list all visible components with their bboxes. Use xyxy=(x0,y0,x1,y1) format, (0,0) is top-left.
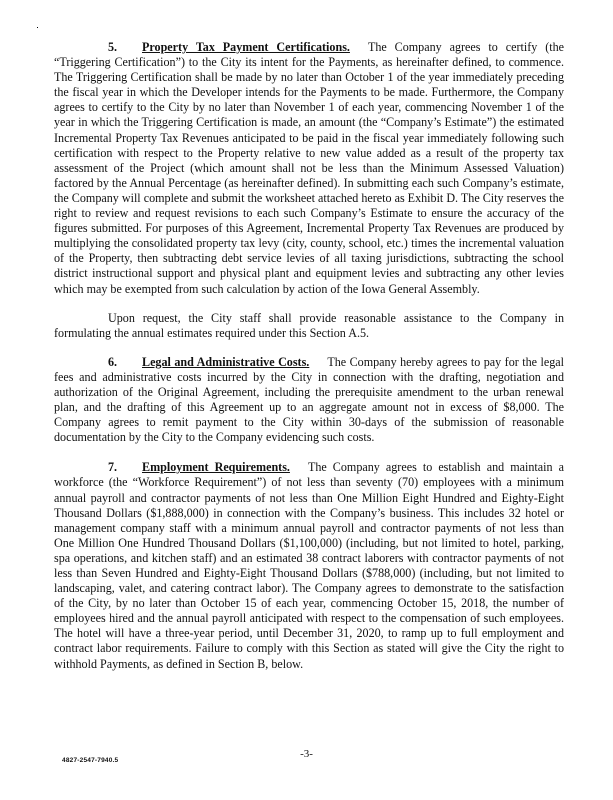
section-5-followup: Upon request, the City staff shall provide reasonable assistance to the Company in formulating the annual estimates required under this Section A.5. xyxy=(54,310,564,340)
scan-speck xyxy=(37,27,38,28)
section-6 xyxy=(54,355,564,446)
page-number: -3- xyxy=(300,748,313,760)
section-heading: Property Tax Payment Certifications. xyxy=(142,40,350,54)
section-number: 5. xyxy=(108,40,118,54)
document-id: 4827-2547-7940.5 xyxy=(62,757,119,764)
section-5 xyxy=(54,40,564,297)
section-7 xyxy=(54,460,564,671)
section-number: 7. xyxy=(108,460,118,475)
document-page xyxy=(54,40,564,672)
section-heading: Legal and Administrative Costs. xyxy=(142,354,310,369)
section-body: The Company agrees to establish and maintain a workforce (the “Workforce Requirement”) of not less than seventy (70) employees with a minimum annual payroll and contractor payments of not less than One Million Eight Hundred and Eighty-Eight Thousand Dollars ($1,888,000) in connection with the Company’s business. This includes 32 hotel or management company staff with a minimum annual payroll and contractor payments of not less than One Million One Hundred Thousand Dollars ($1,100,000) (including, but not limited to hotel, parking, spa operations, and kitchen staff) and an estimated 38 contract laborers with contractor payments of not less than Seven Hundred and Eighty-Eight Thousand Dollars ($788,000) (including, but not limited to landscaping, valet, and catering contract labor). The Company agrees to demonstrate to the satisfaction of the City, by no later than October 15 of each year, commencing October 15, 2018, the number of employees hired and the annual payroll anticipated with respect to the compensation of such employees. The hotel will have a three-year period, until December 31, 2020, to ramp up to full employment and contract labor requirements. Failure to comply with this Section as stated will give the City the right to withhold Payments, as defined in Section B, below. xyxy=(54,460,564,671)
section-body: The Company hereby agrees to pay for the legal fees and administrative costs incurred by the City in connection with the drafting, negotiation and authorization of the Original Agreement, including the prerequisite amendment to the urban renewal plan, and the drafting of this Agreement up to an aggregate amount not in excess of $8,000. The Company agrees to remit payment to the City within 30-days of the submission of reasonable documentation by the City to the Company evidencing such costs. xyxy=(54,354,564,445)
section-number: 6. xyxy=(108,354,118,369)
section-heading: Employment Requirements. xyxy=(142,460,290,475)
section-body: The Company agrees to certify (the “Triggering Certification”) to the City its intent for the Payments, as hereinafter defined, to commence. The Triggering Certification shall be made by no later than October 1 of the year immediately preceding the fiscal year in which the Developer intends for the Payments to be made. Furthermore, the Company agrees to certify to the City by no later than November 1 of each year, commencing November 1 of the year in which the Triggering Certification is made, an amount (the “Company’s Estimate”) the estimated Incremental Property Tax Revenues anticipated to be paid in the fiscal year immediately following such certification with respect to the Property relative to new value added as a result of the property tax assessment of the Project (which amount shall not be less than the Minimum Assessed Valuation) factored by the Annual Percentage (as hereinafter defined). In submitting each such Company’s estimate, the Company will complete and submit the worksheet attached hereto as Exhibit D. The City reserves the right to review and request revisions to each such Company’s Estimate to ensure the accuracy of the figures submitted. For purposes of this Agreement, Incremental Property Tax Revenues are produced by multiplying the consolidated property tax levy (city, county, school, etc.) times the incremental valuation of the Property, then subtracting debt service levies of all taxing jurisdictions, subtracting the school district instructional support and physical plant and equipment levies and subtracting any other levies which may be exempted from such calculation by action of the Iowa General Assembly. xyxy=(54,40,564,296)
